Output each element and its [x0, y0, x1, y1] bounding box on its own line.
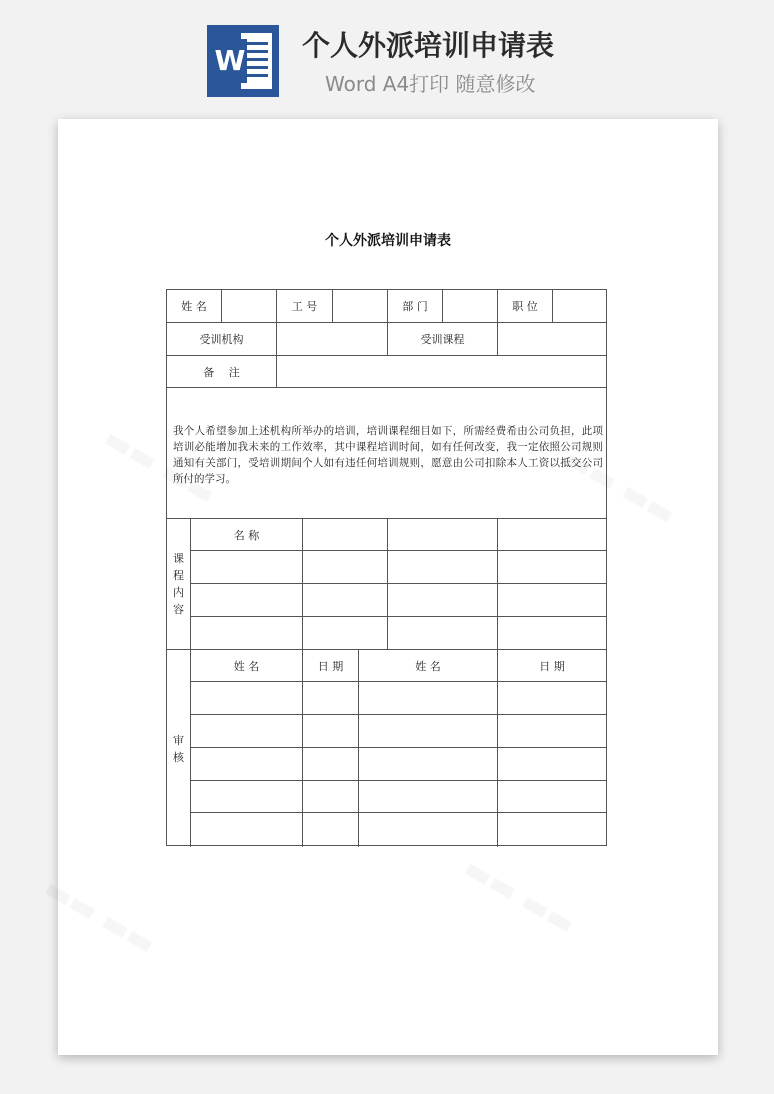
name-field[interactable] [222, 290, 276, 322]
position-label: 职 位 [512, 300, 538, 313]
training-course-label: 受训课程 [420, 333, 465, 346]
name-label: 姓 名 [181, 300, 207, 313]
employee-number-field[interactable] [333, 290, 387, 322]
word-icon-letter: W [213, 39, 247, 83]
reviewer-name-header-2: 姓 名 [415, 659, 441, 673]
department-field[interactable] [443, 290, 497, 322]
position-field[interactable] [553, 290, 606, 322]
training-institution-label: 受训机构 [199, 333, 244, 346]
course-name-header: 名 称 [233, 528, 260, 542]
employee-number-label: 工 号 [291, 300, 318, 313]
review-date-header-1: 日 期 [317, 659, 344, 673]
banner-subtitle: Word A4打印 随意修改 [325, 72, 536, 96]
review-date-header-2: 日 期 [539, 659, 565, 673]
watermark-mark [37, 871, 161, 963]
remark-label: 备 注 [203, 365, 240, 379]
pledge-statement: 我个人希望参加上述机构所举办的培训，培训课程细目如下，所需经费希由公司负担，此项培训必能增加我未来的工作效率，其中课程培训时间，如有任何改变，我一定依照公司规则通知有关部门，受培训期间个人如有违任何培训规则，愿意由公司扣除本人工资以抵交公司所付的学习。 [173, 425, 603, 485]
department-label: 部 门 [402, 300, 428, 313]
banner-title: 个人外派培训申请表 [302, 29, 555, 62]
training-institution-field[interactable] [277, 323, 387, 355]
word-document-icon [207, 25, 279, 97]
reviewer-name-header-1: 姓 名 [233, 659, 260, 673]
application-form-table [166, 289, 607, 846]
review-side-label: 审 核 [173, 733, 184, 764]
training-course-field[interactable] [498, 323, 606, 355]
course-content-side-label: 课 程 内 容 [173, 552, 184, 616]
document-page [58, 119, 718, 1055]
document-title: 个人外派培训申请表 [325, 233, 451, 249]
watermark-mark [457, 851, 581, 943]
remark-field[interactable] [277, 356, 606, 387]
header-banner [0, 0, 774, 110]
